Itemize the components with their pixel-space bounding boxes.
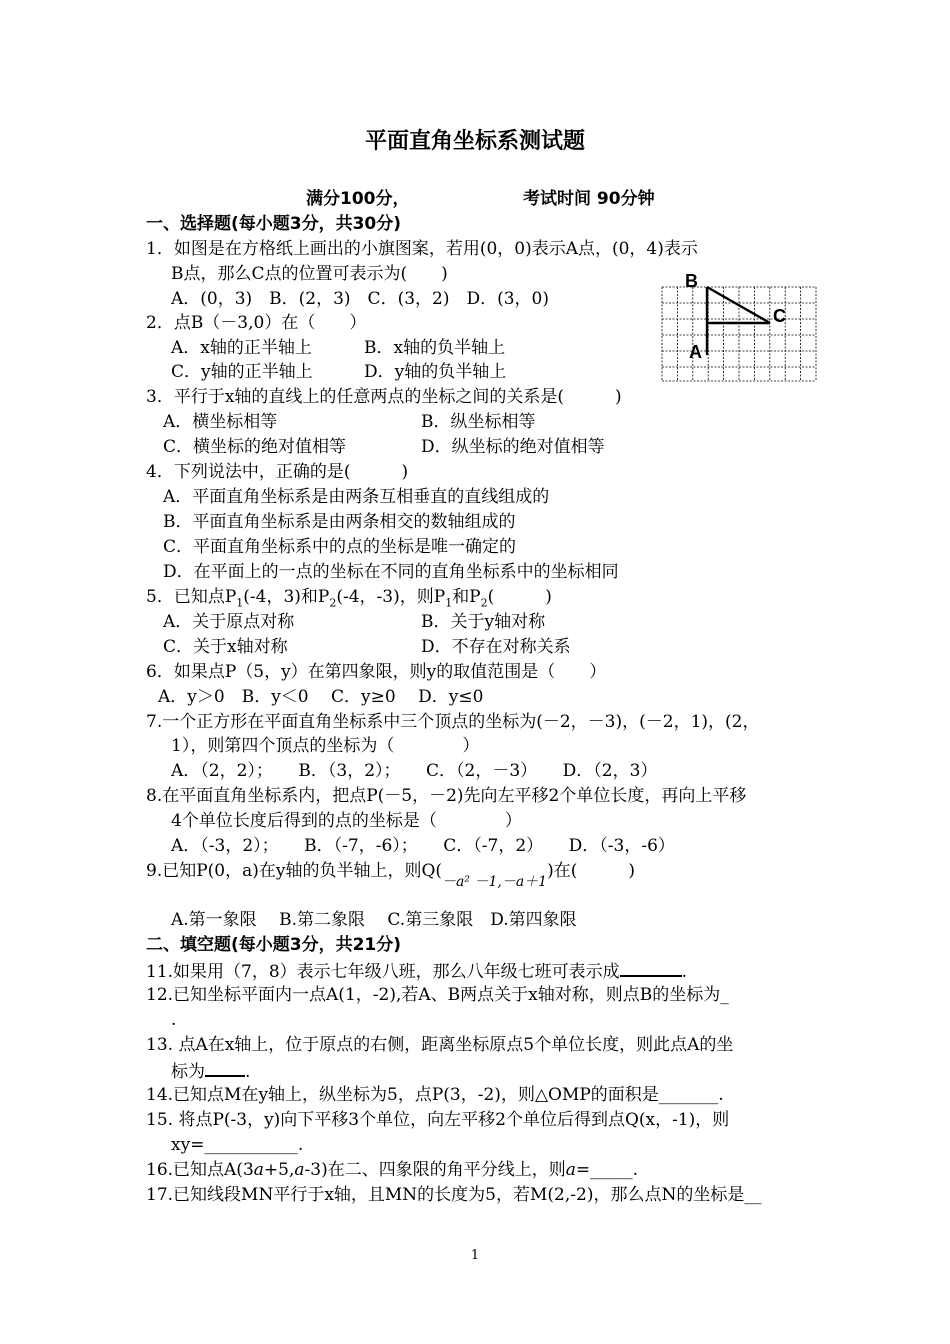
flag-grid-figure — [660, 271, 820, 385]
q3-option-d: D．纵坐标的绝对值相等 — [421, 437, 605, 457]
q2-option-a: A．x轴的正半轴上 — [171, 338, 312, 358]
q15-line1: 15. 将点P(-3，y)向下平移3个单位，向左平移2个单位后得到点Q(x，-1)，则 — [146, 1110, 730, 1130]
q13-line2: 标为 . — [171, 1059, 250, 1083]
q12-line2: . — [171, 1010, 177, 1030]
label-b: B — [685, 271, 698, 291]
q3-stem: 3．平行于x轴的直线上的任意两点的坐标之间的关系是( ) — [146, 387, 622, 407]
q5-option-b: B．关于y轴对称 — [421, 612, 546, 632]
q5-option-c: C．关于x轴对称 — [163, 637, 288, 657]
full-score: 满分100分， — [306, 189, 410, 209]
q2-stem: 2．点B（－3,0）在（ ） — [146, 313, 367, 333]
q4-option-d: D．在平面上的一点的坐标在不同的直角坐标系中的坐标相同 — [163, 562, 619, 582]
q7-options: A．（2，2）； B．（3，2）； C．（2，－3） D．（2，3） — [171, 761, 658, 781]
q8-options: A．（-3，2）； B．（-7，-6）； C．（-7，2） D．（-3，-6） — [171, 836, 675, 856]
q5-option-d: D．不存在对称关系 — [421, 637, 571, 657]
q3-option-a: A．横坐标相等 — [163, 412, 278, 432]
q1-line2: B点，那么C点的位置可表示为( ) — [171, 264, 448, 284]
page-title: 平面直角坐标系测试题 — [364, 129, 585, 154]
q12-line1: 12.已知坐标平面内一点A(1，-2),若A、B两点关于x轴对称，则点B的坐标为_ — [146, 985, 729, 1005]
q5-stem: 5．已知点$P_1(-4$，3)和$P_2(-4$，-3)，则$P_1$和$P_2$( ) — [146, 587, 552, 610]
q17-text: 17.已知线段MN平行于x轴，且MN的长度为5，若M(2,-2)，那么点N的坐标是__ — [146, 1185, 762, 1205]
q9-stem: 9.已知P(0，a)在y轴的负半轴上，则$Q(_{-a^2 -1,-a+1})$在( ) — [146, 861, 635, 890]
q4-option-a: A．平面直角坐标系是由两条互相垂直的直线组成的 — [163, 487, 550, 507]
flag-shape — [707, 287, 770, 355]
page-number: 1 — [470, 1248, 480, 1263]
q3-option-b: B．纵坐标相等 — [421, 412, 536, 432]
q5-option-a: A．关于原点对称 — [163, 612, 295, 632]
q11-text: 11.如果用（7，8）表示七年级八班，那么八年级七班可表示成 . — [146, 959, 687, 983]
q8-line2: 4个单位长度后得到的点的坐标是（ ） — [171, 811, 522, 831]
q15-line2: xy=___________. — [171, 1135, 304, 1155]
exam-time: 考试时间 90分钟 — [523, 189, 655, 209]
q6-options: A．y＞0 B．y＜0 C．y≥0 D．y≤0 — [158, 687, 484, 707]
q2-option-d: D．y轴的负半轴上 — [364, 362, 507, 382]
q3-option-c: C．横坐标的绝对值相等 — [163, 437, 347, 457]
section-heading-choice: 一、选择题(每小题3分，共30分) — [146, 214, 402, 234]
q2-option-c: C．y轴的正半轴上 — [171, 362, 313, 382]
q4-option-b: B．平面直角坐标系是由两条相交的数轴组成的 — [163, 512, 516, 532]
q7-line1: 7.一个正方形在平面直角坐标系中三个顶点的坐标为(－2，－3)，(－2，1)，(2， — [146, 712, 760, 732]
q2-option-b: B．x轴的负半轴上 — [364, 338, 506, 358]
q9-expression: －a² －1,－a＋1 — [442, 874, 548, 890]
q8-line1: 8.在平面直角坐标系内，把点P(－5，－2)先向左平移2个单位长度，再向上平移 — [146, 786, 747, 806]
q9-options: A.第一象限 B.第二象限 C.第三象限 D.第四象限 — [171, 910, 577, 930]
section-heading-fill: 二、填空题(每小题3分，共21分) — [146, 935, 402, 955]
q1-options: A．(0，3) B．(2，3) C．(3，2) D．(3，0) — [171, 289, 549, 309]
q7-line2: 1），则第四个顶点的坐标为（ ） — [171, 736, 480, 756]
q13-line1: 13. 点A在x轴上，位于原点的右侧，距离坐标原点5个单位长度，则此点A的坐 — [146, 1035, 734, 1055]
q16-text: 16.已知点A(3a+5,a-3)在二、四象限的角平分线上，则a=_____. — [146, 1160, 639, 1180]
label-c: C — [773, 306, 786, 326]
q4-option-c: C．平面直角坐标系中的点的坐标是唯一确定的 — [163, 537, 517, 557]
q6-stem: 6．如果点P（5，y）在第四象限，则y的取值范围是（ ） — [146, 662, 607, 682]
q4-stem: 4．下列说法中，正确的是( ) — [146, 462, 409, 482]
q14-text: 14.已知点M在y轴上，纵坐标为5，点P(3，-2)，则△OMP的面积是_______. — [146, 1085, 724, 1105]
q1-line1: 1．如图是在方格纸上画出的小旗图案，若用(0，0)表示A点，(0，4)表示 — [146, 239, 698, 259]
label-a: A — [689, 342, 702, 362]
